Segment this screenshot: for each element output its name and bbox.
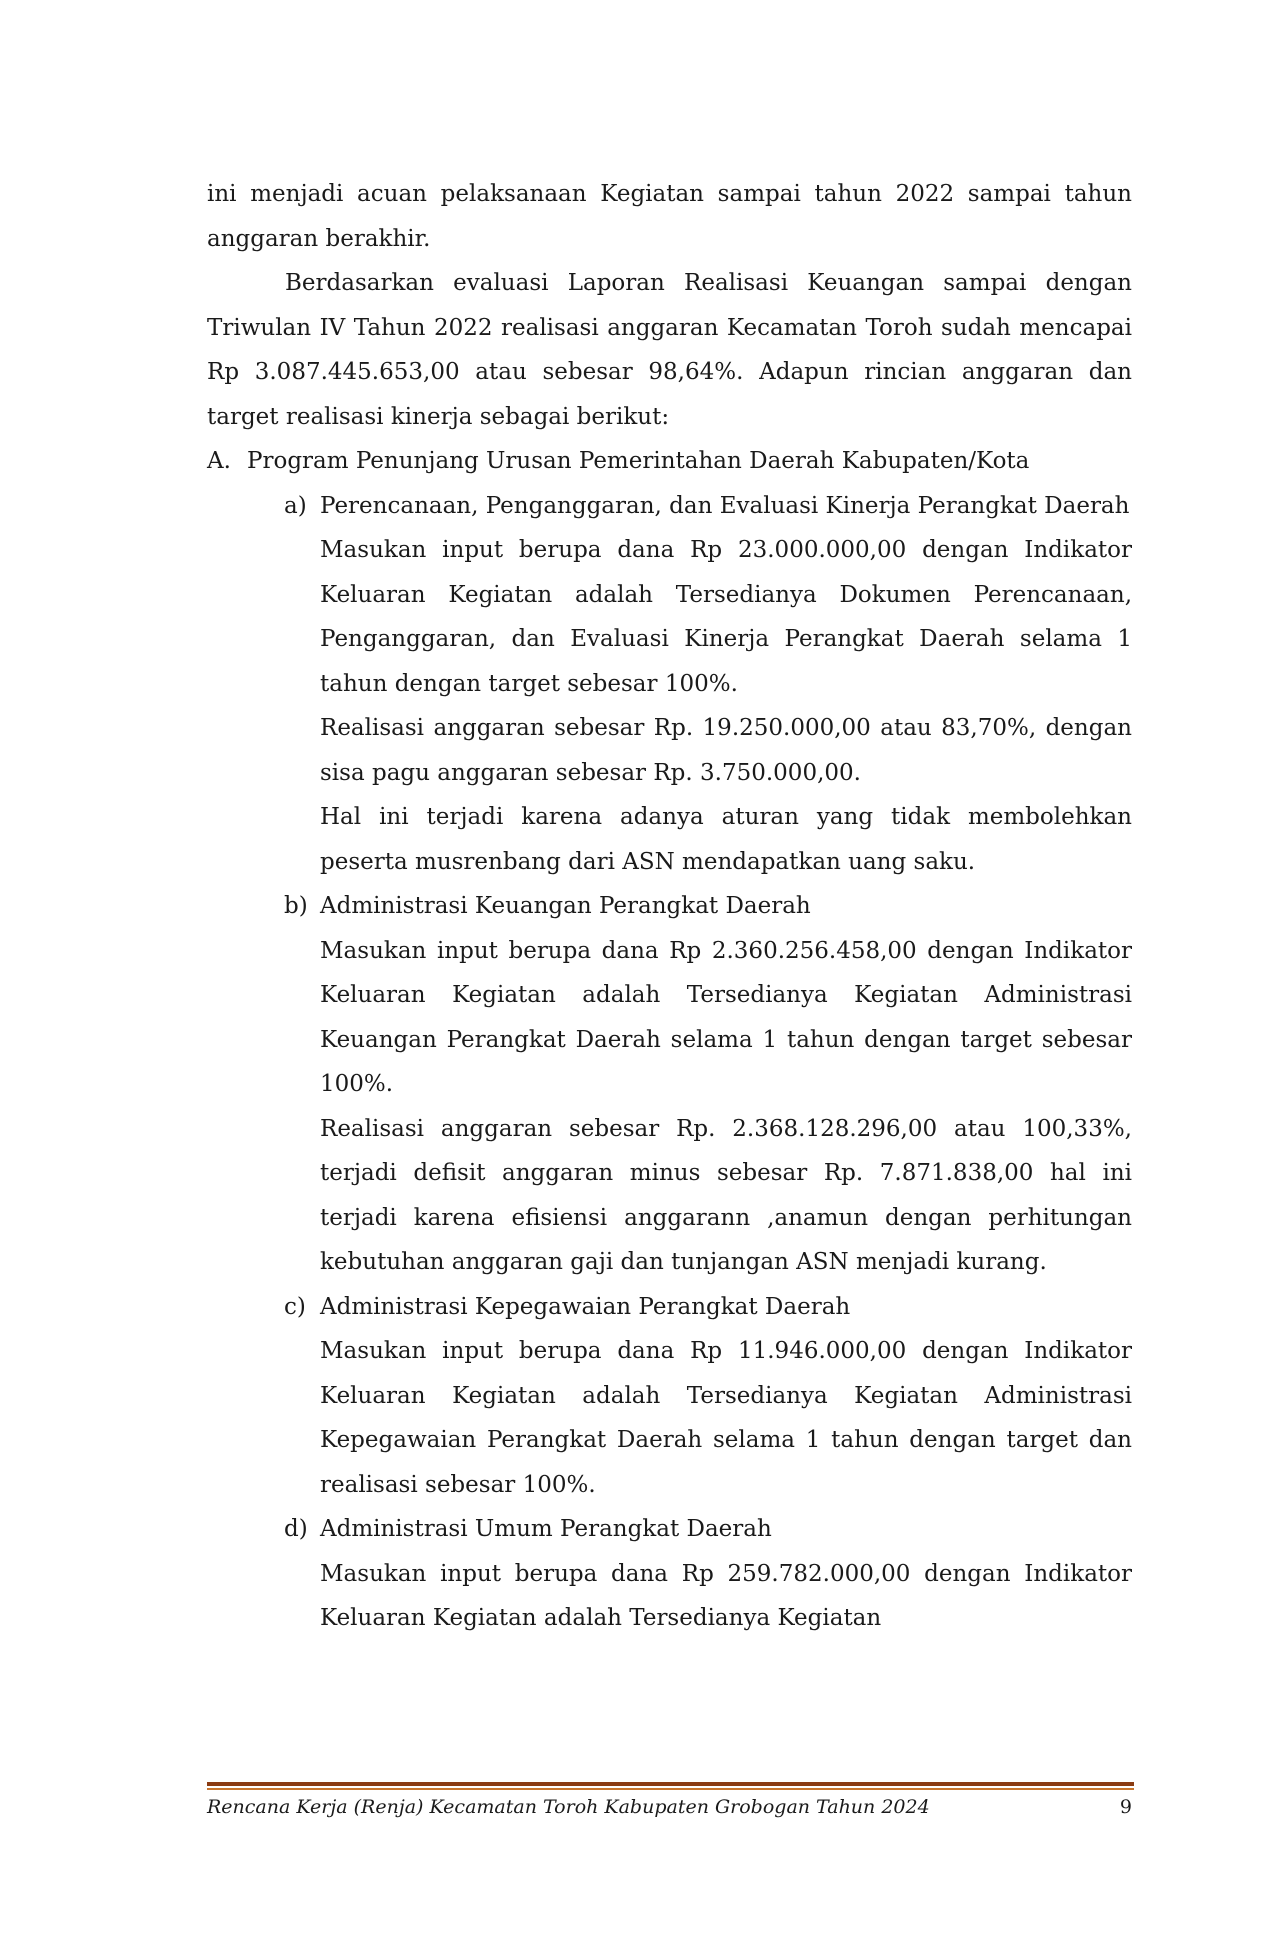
sub-item-a-heading [207, 484, 1132, 529]
sub-item-mark: b) [284, 893, 308, 919]
sub-item-a-paragraph-1: Masukan input berupa dana Rp 23.000.000,00 dengan Indikator Keluaran Kegiatan adalah Tersedianya Dokumen Perencanaan, Penganggaran, dan Evaluasi Kinerja Perangkat Daerah selama 1 tahun dengan target sebesar 100%. [320, 537, 1132, 697]
sub-item-title: Administrasi Kepegawaian Perangkat Daerah [320, 1293, 851, 1320]
section-heading [207, 439, 1132, 484]
document-body [207, 172, 1132, 1641]
sub-item-title: Perencanaan, Penganggaran, dan Evaluasi Kinerja Perangkat Daerah [320, 492, 1130, 519]
sub-item-b-paragraph-1: Masukan input berupa dana Rp 2.360.256.458,00 dengan Indikator Keluaran Kegiatan adalah Tersedianya Kegiatan Administrasi Keuangan Perangkat Daerah selama 1 tahun dengan target sebesar 100%. [320, 937, 1132, 1097]
intro-paragraph: Berdasarkan evaluasi Laporan Realisasi Keuangan sampai dengan Triwulan IV Tahun 2022 realisasi anggaran Kecamatan Toroh sudah mencapai Rp 3.087.445.653,00 atau sebesar 98,64%. Adapun rincian anggaran dan target realisasi kinerja sebagai berikut: [207, 270, 1132, 430]
footer-title: Rencana Kerja (Renja) Kecamatan Toroh Kabupaten Grobogan Tahun 2024 [207, 1796, 930, 1818]
sub-item-title: Administrasi Umum Perangkat Daerah [320, 1516, 772, 1542]
sub-item-d-heading [207, 1507, 1132, 1552]
sub-item-c-heading [207, 1285, 1132, 1330]
sub-item-d-paragraph-1: Masukan input berupa dana Rp 259.782.000,00 dengan Indikator Keluaran Kegiatan adalah Tersedianya Kegiatan [320, 1560, 1132, 1631]
sub-item-mark: a) [284, 492, 307, 519]
intro-continuation: ini menjadi acuan pelaksanaan Kegiatan sampai tahun 2022 sampai tahun anggaran berakhir. [207, 181, 1132, 252]
page-number: 9 [1119, 1796, 1132, 1818]
footer-rule-thick [207, 1782, 1134, 1786]
sub-item-c-paragraph-1: Masukan input berupa dana Rp 11.946.000,00 dengan Indikator Keluaran Kegiatan adalah Tersedianya Kegiatan Administrasi Kepegawaian Perangkat Daerah selama 1 tahun dengan target dan realisasi sebesar 100%. [320, 1338, 1132, 1498]
sub-item-mark: d) [284, 1516, 308, 1542]
sub-item-b-paragraph-2: Realisasi anggaran sebesar Rp. 2.368.128.296,00 atau 100,33%, terjadi defisit anggaran minus sebesar Rp. 7.871.838,00 hal ini terjadi karena efisiensi anggarann ,anamun dengan perhitungan kebutuhan anggaran gaji dan tunjangan ASN menjadi kurang. [320, 1115, 1132, 1275]
sub-item-mark: c) [284, 1293, 306, 1320]
section-letter: A. [207, 448, 231, 474]
section-title: Program Penunjang Urusan Pemerintahan Daerah Kabupaten/Kota [247, 448, 1030, 474]
sub-item-title: Administrasi Keuangan Perangkat Daerah [320, 893, 811, 919]
sub-item-b-heading [207, 884, 1132, 929]
footer-rule-thin [207, 1788, 1134, 1790]
sub-item-a-paragraph-2: Realisasi anggaran sebesar Rp. 19.250.000,00 atau 83,70%, dengan sisa pagu anggaran sebesar Rp. 3.750.000,00. [320, 715, 1132, 786]
sub-item-a-paragraph-3: Hal ini terjadi karena adanya aturan yang tidak membolehkan peserta musrenbang dari ASN mendapatkan uang saku. [320, 804, 1132, 875]
